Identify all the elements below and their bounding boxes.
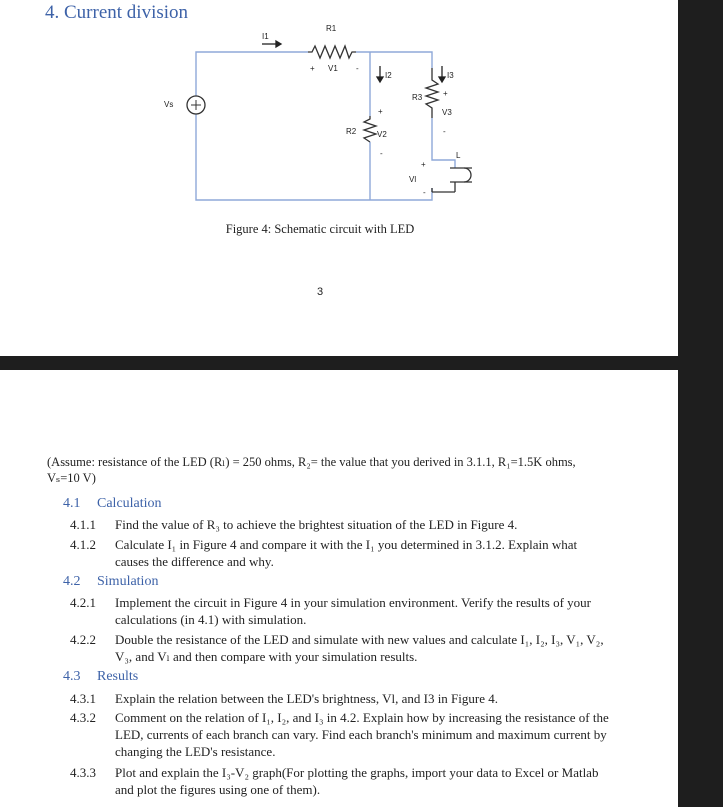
item-4-3-3 — [70, 764, 610, 798]
label-vl: Vl — [409, 175, 417, 184]
item-4-2-2 — [70, 631, 610, 665]
section-number: 4. — [45, 2, 60, 23]
item-4-3-2 — [70, 709, 610, 760]
label-vs: Vs — [164, 100, 174, 109]
item-text: Explain the relation between the LED's brightness, Vl, and I3 in Figure 4. — [115, 691, 498, 706]
label-v1-plus: + — [310, 64, 315, 73]
r2-resistor — [364, 116, 376, 142]
current-arrows — [262, 41, 445, 82]
item-4-1-2 — [70, 536, 610, 570]
label-i3: I3 — [447, 71, 454, 80]
label-r2: R2 — [346, 127, 357, 136]
item-4-2-1 — [70, 594, 610, 628]
label-vl-minus: - — [423, 188, 426, 197]
item-text: Plot and explain the I₃-V₂ graph(For plotting the graphs, import your data to Excel or Matlab and plot the figures using one of them). — [115, 765, 599, 797]
subsection-title: Simulation — [97, 574, 159, 589]
item-4-1-1 — [70, 516, 610, 533]
subsection-number: 4.1 — [63, 496, 81, 511]
section-title: Current division — [64, 2, 189, 23]
label-v2-plus: + — [378, 107, 383, 116]
subsection-results — [63, 669, 138, 685]
assumption-text: (Assume: resistance of the LED (Rₗ) = 250 ohms, R₂= the value that you derived in 3.1.1, R₁=1.5K ohms, Vₛ=10 V) — [47, 455, 576, 485]
label-v1-minus: - — [356, 64, 359, 73]
item-text: Comment on the relation of I₁, I₂, and I₃ in 4.2. Explain how by increasing the resistance of the LED, currents of each branch can vary. Find each branch's minimum and maximum current by changing the LED's resistance. — [115, 710, 609, 759]
led-symbol — [432, 168, 472, 192]
label-i1: I1 — [262, 32, 269, 41]
label-i2: I2 — [385, 71, 392, 80]
figure-caption: Figure 4: Schematic circuit with LED — [225, 222, 415, 236]
subsection-simulation — [63, 574, 158, 590]
label-v1: V1 — [328, 64, 338, 73]
item-text: Find the value of R₃ to achieve the brightest situation of the LED in Figure 4. — [115, 517, 518, 532]
subsection-number: 4.2 — [63, 574, 81, 589]
label-r3: R3 — [412, 93, 423, 102]
item-4-3-1 — [70, 690, 610, 707]
label-l: L — [456, 151, 461, 160]
circuit-schematic — [0, 0, 678, 356]
subsection-title: Results — [97, 669, 139, 684]
label-v3: V3 — [442, 108, 452, 117]
item-text: Implement the circuit in Figure 4 in your simulation environment. Verify the results of your calculations (in 4.1) with simulation. — [115, 595, 591, 627]
subsection-title: Calculation — [97, 496, 162, 511]
item-text: Calculate I₁ in Figure 4 and compare it with the I₁ you determined in 3.1.2. Explain what causes the difference and why. — [115, 537, 578, 569]
label-v2: V2 — [377, 130, 387, 139]
item-number: 4.1.1 — [70, 517, 96, 532]
item-number: 4.3.2 — [70, 710, 96, 725]
item-number: 4.2.2 — [70, 632, 96, 647]
label-v2-minus: - — [380, 149, 383, 158]
r1-resistor — [308, 46, 356, 58]
page-number: 3 — [316, 286, 324, 298]
item-number: 4.3.3 — [70, 765, 96, 780]
item-text: Double the resistance of the LED and simulate with new values and calculate I₁, I₂, I₃, V₁, V₂, V₃, and Vₗ and then compare with your simulation results. — [115, 632, 604, 664]
item-number: 4.2.1 — [70, 595, 96, 610]
item-number: 4.1.2 — [70, 537, 96, 552]
label-r1: R1 — [326, 24, 337, 33]
label-v3-minus: - — [443, 127, 446, 136]
label-vl-plus: + — [421, 160, 426, 169]
subsection-calculation — [63, 496, 162, 512]
r3-resistor — [426, 68, 438, 118]
viewer-scrollbar-area[interactable] — [678, 0, 723, 807]
circuit-wires — [196, 52, 455, 200]
label-v3-plus: + — [443, 89, 448, 98]
voltage-source-vs — [187, 96, 205, 114]
item-number: 4.3.1 — [70, 691, 96, 706]
subsection-number: 4.3 — [63, 669, 81, 684]
page-separator — [0, 356, 678, 370]
